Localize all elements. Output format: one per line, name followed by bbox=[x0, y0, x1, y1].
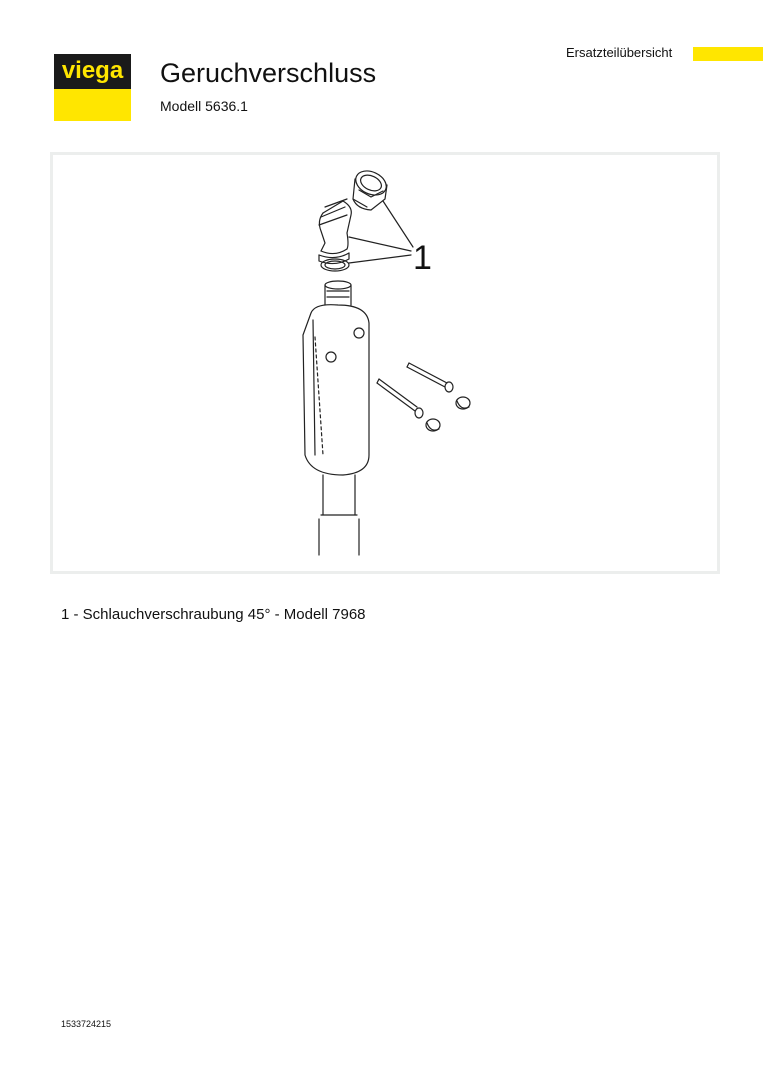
logo-yellow-bar bbox=[54, 89, 131, 121]
fixing-screws-part bbox=[377, 363, 453, 418]
exploded-drawing bbox=[53, 155, 717, 571]
trap-body-part bbox=[303, 281, 369, 555]
parts-list-item: 1 - Schlauchverschraubung 45° - Modell 7968 bbox=[61, 606, 366, 623]
document-type-yellow-bar bbox=[693, 47, 763, 61]
viega-logo bbox=[54, 54, 131, 121]
elbow-hose-fitting-part bbox=[319, 199, 351, 264]
o-ring-part bbox=[321, 259, 349, 271]
callout-number-1: 1 bbox=[413, 239, 432, 277]
callout-leader-lines bbox=[349, 201, 413, 263]
model-subtitle: Modell 5636.1 bbox=[160, 98, 248, 114]
cover-caps-part bbox=[426, 397, 470, 431]
page-title: Geruchverschluss bbox=[160, 58, 377, 88]
logo-text: viega bbox=[54, 54, 131, 89]
document-number: 1533724215 bbox=[61, 1019, 112, 1029]
document-type-label: Ersatzteilübersicht bbox=[566, 45, 673, 60]
exploded-view-figure bbox=[50, 152, 720, 574]
